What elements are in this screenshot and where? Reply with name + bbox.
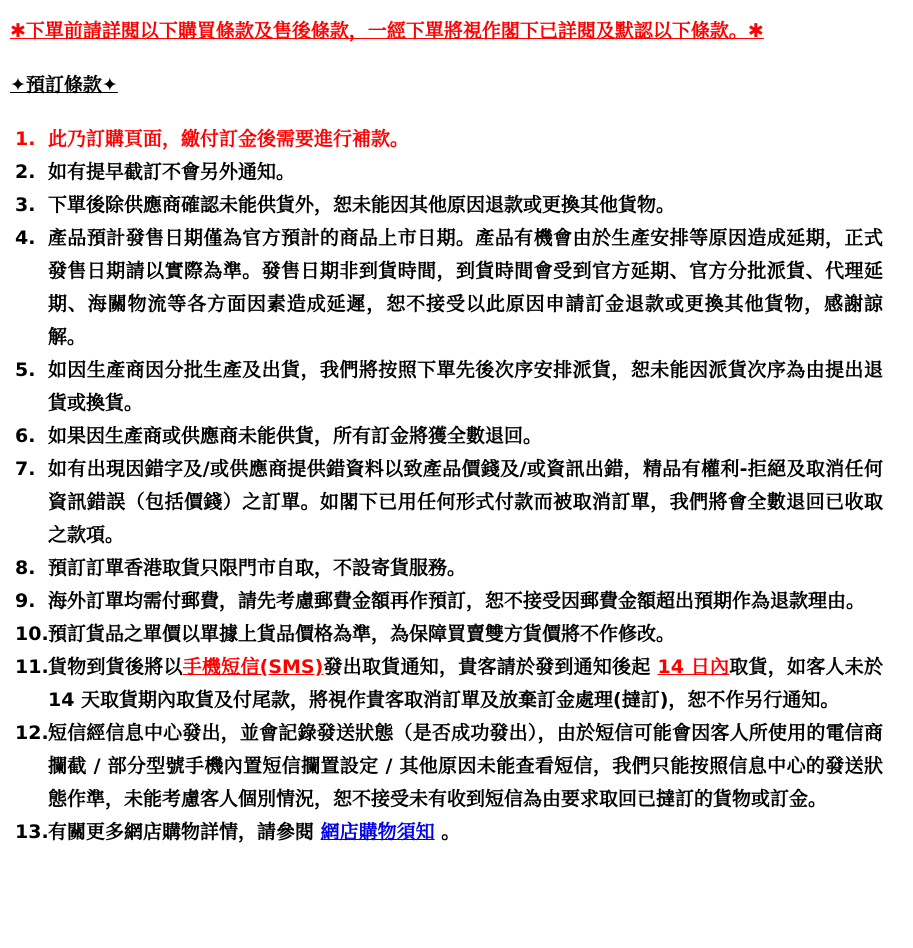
shop-guide-link[interactable]: 網店購物須知 — [320, 821, 435, 843]
term-text-segment: 有關更多網店購物詳情，請參閱 — [48, 821, 321, 843]
term-text — [48, 821, 460, 843]
term-item-4 — [8, 222, 883, 354]
term-text: 海外訂單均需付郵費，請先考慮郵費金額再作預訂，恕不接受因郵費金額超出預期作為退款理由。 — [48, 590, 866, 612]
term-number: 2. — [15, 161, 36, 183]
terms-list — [8, 123, 883, 849]
term-number: 5. — [15, 359, 36, 381]
term-number: 13. — [15, 821, 49, 843]
term-number: 8. — [15, 557, 36, 579]
term-item-6 — [8, 420, 883, 453]
term-number: 3. — [15, 194, 36, 216]
term-text: 如因生產商因分批生產及出貨，我們將按照下單先後次序安排派貨，恕未能因派貨次序為由提出退貨或換貨。 — [48, 359, 883, 414]
term-item-11 — [8, 651, 883, 717]
term-text: 如有出現因錯字及/或供應商提供錯資料以致產品價錢及/或資訊出錯，精品有權利-拒絕及取消任何資訊錯誤（包括價錢）之訂單。如閣下已用任何形式付款而被取消訂單，我們將會全數退回已收取之款項。 — [48, 458, 883, 546]
term-number: 7. — [15, 458, 36, 480]
term-item-13 — [8, 816, 883, 849]
term-item-8 — [8, 552, 883, 585]
term-item-10 — [8, 618, 883, 651]
term-number: 4. — [15, 227, 36, 249]
term-item-5 — [8, 354, 883, 420]
term-text: 產品預計發售日期僅為官方預計的商品上市日期。產品有機會由於生產安排等原因造成延期，正式發售日期請以實際為準。發售日期非到貨時間，到貨時間會受到官方延期、官方分批派貨、代理延期、海關物流等各方面因素造成延遲，恕不接受以此原因申請訂金退款或更換其他貨物，感謝諒解。 — [48, 227, 883, 348]
term-text-segment: 發出取貨通知，貴客請於發到通知後起 — [323, 656, 658, 678]
term-item-1 — [8, 123, 883, 156]
term-item-2 — [8, 156, 883, 189]
term-text-segment: 。 — [434, 821, 461, 843]
term-item-7 — [8, 453, 883, 552]
term-number: 10. — [15, 623, 49, 645]
term-text: 如有提早截訂不會另外通知。 — [48, 161, 296, 183]
term-text — [48, 656, 883, 711]
term-item-9 — [8, 585, 883, 618]
term-text: 如果因生產商或供應商未能供貨，所有訂金將獲全數退回。 — [48, 425, 543, 447]
sms-notice-highlight: 手機短信(SMS) — [182, 656, 324, 678]
term-number: 11. — [15, 656, 49, 678]
term-text: 預訂貨品之單價以單據上貨品價格為準，為保障買賣雙方貨價將不作修改。 — [48, 623, 676, 645]
warning-header: ✱下單前請詳閱以下購買條款及售後條款，一經下單將視作閣下已詳閱及默認以下條款。✱ — [10, 20, 764, 42]
term-text: 短信經信息中心發出，並會記錄發送狀態（是否成功發出），由於短信可能會因客人所使用的電信商攔截 / 部分型號手機內置短信攔置設定 / 其他原因未能查看短信，我們只能按照信息中心的發送狀態作準，未能考慮客人個別情況，恕不接受未有收到短信為由要求取回已撻訂的貨物或訂金。 — [48, 722, 883, 810]
term-number: 12. — [15, 722, 49, 744]
term-number: 1. — [15, 128, 36, 150]
term-item-3 — [8, 189, 883, 222]
term-item-12 — [8, 717, 883, 816]
term-text: 預訂訂單香港取貨只限門市自取，不設寄貨服務。 — [48, 557, 467, 579]
term-number: 6. — [15, 425, 36, 447]
term-text-segment: 貨物到貨後將以 — [48, 656, 183, 678]
section-title: ✦預訂條款✦ — [10, 74, 118, 96]
term-text: 下單後除供應商確認未能供貨外，恕未能因其他原因退款或更換其他貨物。 — [48, 194, 676, 216]
term-text-segment: 取貨，如客人未於14 天取貨期內取貨及付尾款，將視作貴客取消訂單及放棄訂金處理(撻訂)，恕不作另行通知。 — [48, 656, 883, 711]
pickup-deadline-highlight: 14 日內 — [657, 656, 730, 678]
term-text: 此乃訂購頁面，繳付訂金後需要進行補款。 — [48, 128, 410, 150]
term-number: 9. — [15, 590, 36, 612]
